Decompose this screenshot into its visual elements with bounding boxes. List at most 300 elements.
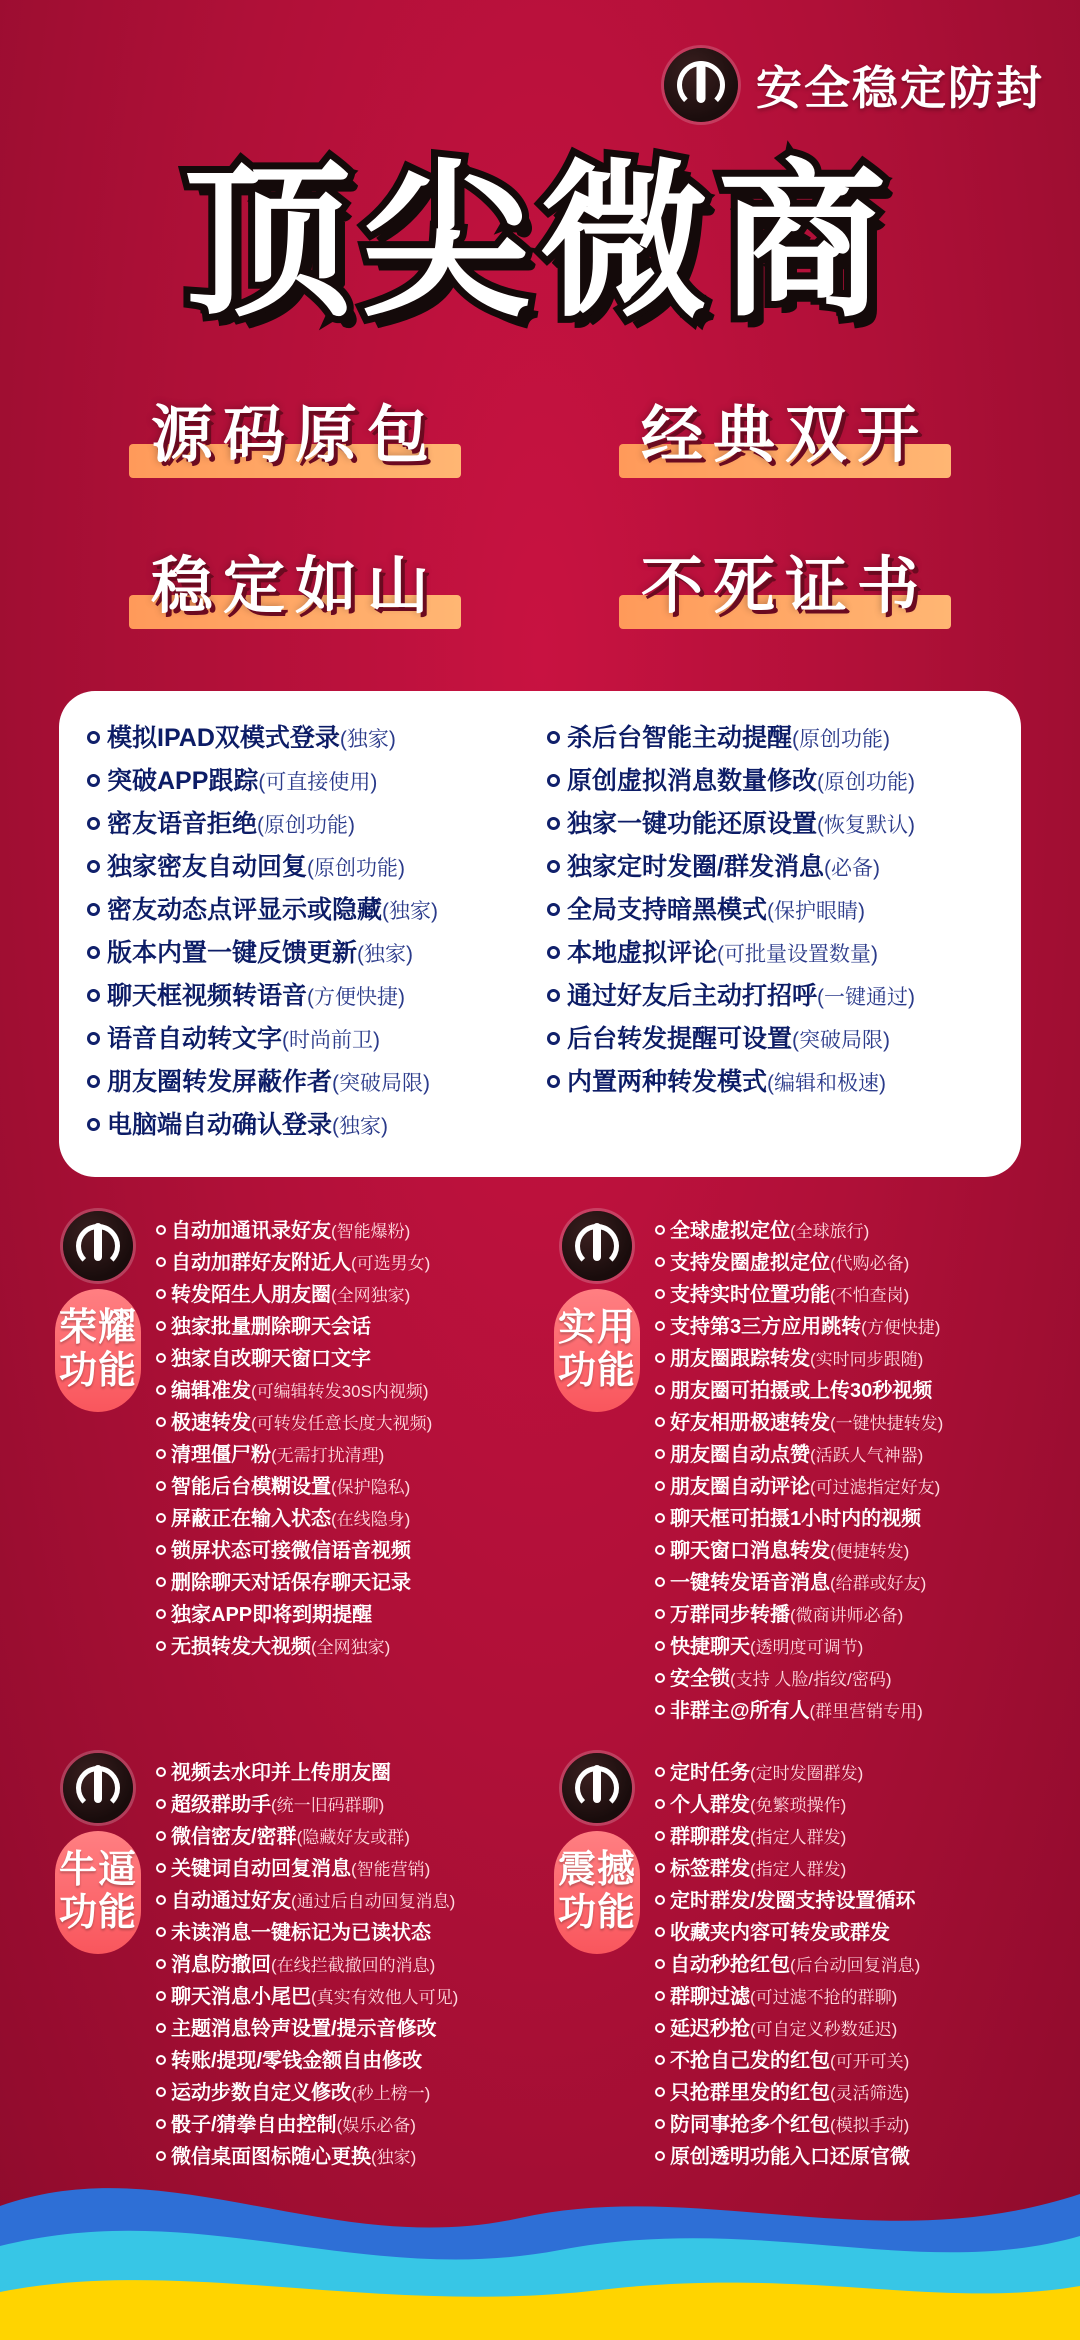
bullet-icon [156,1353,166,1363]
badge-label: 源码原包 [150,401,439,471]
list-item [655,1247,1030,1279]
list-item [547,932,993,975]
bullet-icon [547,903,560,916]
list-item-note: (免繁琐操作) [750,1796,847,1816]
list-item-label: 极速转发 [171,1412,251,1435]
list-item [547,1061,993,1104]
list-item-label: 自动加通讯录好友 [171,1220,331,1243]
category-list [655,1211,1030,1727]
list-item-label: 语音自动转文字 [107,1025,283,1054]
list-item-label: 快捷聊天 [670,1636,750,1659]
list-item [156,1599,531,1631]
list-item-note: (独家) [371,2148,417,2168]
list-item-label: 聊天窗口消息转发 [670,1540,830,1563]
list-item-label: 独家密友自动回复 [107,853,308,882]
bullet-icon [655,1895,665,1905]
list-item-note: (智能爆粉) [331,1222,411,1242]
bullet-icon [87,946,100,959]
badge-label: 稳定如山 [150,552,439,622]
bullet-icon [655,1449,665,1459]
category-label: 实用功能 [554,1289,640,1412]
list-item-label: 群聊过滤 [670,1986,750,2009]
bullet-icon [547,860,560,873]
list-item-label: 关键词自动回复消息 [171,1858,351,1881]
category-items [655,1215,1030,1727]
list-item-note: (统一旧码群聊) [271,1796,385,1816]
list-item [655,1853,1030,1885]
list-item-label: 自动加群好友附近人 [171,1252,351,1275]
list-item-label: 定时任务 [670,1762,750,1785]
list-item-label: 电脑端自动确认登录 [107,1111,333,1140]
list-item [156,1343,531,1375]
list-item [655,1215,1030,1247]
bullet-icon [156,1385,166,1395]
list-item-note: (原创功能) [257,814,356,838]
list-item-note: (在线拦截撤回的消息) [271,1956,436,1976]
list-item-label: 独家定时发圈/群发消息 [567,853,824,882]
bullet-icon [156,2087,166,2097]
bullet-icon [87,860,100,873]
list-item [156,1949,531,1981]
list-item-label: 主题消息铃声设置/提示音修改 [171,2018,437,2041]
list-item-label: 收藏夹内容可转发或群发 [670,1922,890,1945]
list-item-label: 独家一键功能还原设置 [567,810,818,839]
list-item-note: (一键快捷转发) [830,1414,944,1434]
list-item-note: (指定人群发) [750,1828,847,1848]
list-item-label: 无损转发大视频 [171,1636,311,1659]
list-item [655,1375,1030,1407]
bullet-icon [655,1799,665,1809]
list-item-label: 聊天框视频转语音 [107,982,308,1011]
bullet-icon [655,1609,665,1619]
list-item-label: 密友动态点评显示或隐藏 [107,896,383,925]
bullet-icon [655,1257,665,1267]
list-item-note: (可选男女) [351,1254,431,1274]
list-item [87,846,533,889]
list-item-label: 原创透明功能入口还原官微 [670,2146,910,2169]
list-item-note: (可自定义秒数延迟) [750,2020,898,2040]
list-item-label: 万群同步转播 [670,1604,790,1627]
list-item-label: 全局支持暗黑模式 [567,896,768,925]
list-item-label: 视频去水印并上传朋友圈 [171,1762,391,1785]
bullet-icon [156,1417,166,1427]
list-item-label: 转账/提现/零钱金额自由修改 [171,2050,423,2073]
list-item-note: (独家) [332,1115,389,1139]
page-title-wrap [0,146,1080,339]
list-item-note: (原创功能) [307,857,406,881]
badge-3 [619,530,951,635]
list-item [156,1471,531,1503]
category-left [50,1753,146,1954]
list-item-label: 群聊群发 [670,1826,750,1849]
list-item-note: (活跃人气神器) [810,1446,924,1466]
bullet-icon [655,2087,665,2097]
list-item-label: 未读消息一键标记为已读状态 [171,1922,431,1945]
list-item-note: (原创功能) [817,771,916,795]
list-item-note: (方便快捷) [307,986,406,1010]
list-item-note: (模拟手动) [830,2116,910,2136]
list-item [156,1535,531,1567]
list-item [655,1599,1030,1631]
brand-circle-icon [63,1211,133,1281]
bullet-icon [547,731,560,744]
bullet-icon [547,989,560,1002]
list-item-note: (一键通过) [817,986,916,1010]
list-item-note: (保护隐私) [331,1478,411,1498]
bullet-icon [156,1641,166,1651]
list-item-label: 支持实时位置功能 [670,1284,830,1307]
list-item-label: 删除聊天对话保存聊天记录 [171,1572,411,1595]
footer-decoration [0,2110,1080,2340]
list-item-note: (通过后自动回复消息) [291,1892,456,1912]
category-block [50,1211,531,1727]
list-item [87,760,533,803]
bullet-icon [87,1118,100,1131]
list-item [156,1439,531,1471]
feature-panel-left-list [87,717,533,1147]
list-item [655,1343,1030,1375]
list-item-label: 本地虚拟评论 [567,939,718,968]
list-item [655,1695,1030,1727]
list-item-label: 安全锁 [670,1668,730,1691]
badge-label: 不死证书 [640,552,929,622]
header [0,0,1080,122]
list-item-label: 朋友圈自动点赞 [670,1444,810,1467]
bullet-icon [156,1831,166,1841]
list-item [156,1567,531,1599]
list-item [87,975,533,1018]
list-item [655,1981,1030,2013]
list-item [655,1535,1030,1567]
category-label: 荣耀功能 [55,1289,141,1412]
list-item-label: 原创虚拟消息数量修改 [567,767,818,796]
list-item [87,803,533,846]
list-item [156,2077,531,2109]
bullet-icon [655,1545,665,1555]
list-item-note: (全球旅行) [790,1222,870,1242]
list-item-note: (编辑和极速) [767,1072,887,1096]
bullet-icon [156,1481,166,1491]
list-item-note: (原创功能) [792,728,891,752]
list-item-note: (可开可关) [830,2052,910,2072]
bullet-icon [547,774,560,787]
list-item [655,1407,1030,1439]
category-block [549,1211,1030,1727]
list-item-label: 支持第3三方应用跳转 [670,1316,862,1339]
category-left [549,1753,645,1954]
list-item [156,1757,531,1789]
list-item-note: (给群或好友) [830,1574,927,1594]
list-item-label: 自动通过好友 [171,1890,291,1913]
list-item [655,1663,1030,1695]
brand-circle-icon [63,1753,133,1823]
list-item-label: 突破APP跟踪 [107,767,259,796]
category-left [50,1211,146,1412]
category-label: 震撼功能 [554,1831,640,1954]
list-item-label: 骰子/猜拳自由控制 [171,2114,337,2137]
bullet-icon [87,903,100,916]
list-item-note: (可批量设置数量) [717,943,879,967]
bullet-icon [156,1449,166,1459]
bullet-icon [655,1577,665,1587]
list-item-label: 独家批量删除聊天会话 [171,1316,371,1339]
list-item-label: 独家自改聊天窗口文字 [171,1348,371,1371]
bullet-icon [156,1895,166,1905]
list-item-label: 微信密友/密群 [171,1826,297,1849]
list-item [547,717,993,760]
bullet-icon [655,1417,665,1427]
bullet-icon [655,1863,665,1873]
list-item-label: 杀后台智能主动提醒 [567,724,793,753]
list-item [655,1471,1030,1503]
bullet-icon [655,1831,665,1841]
bullet-icon [655,1385,665,1395]
bullet-icon [156,1513,166,1523]
list-item-label: 定时群发/发圈支持设置循环 [670,1890,916,1913]
header-tagline: 安全稳定防封 [756,62,1044,114]
list-item [655,2013,1030,2045]
list-item-label: 内置两种转发模式 [567,1068,768,1097]
list-item-label: 模拟IPAD双模式登录 [107,724,340,753]
list-item-note: (可过滤指定好友) [810,1478,941,1498]
list-item [87,717,533,760]
list-item-label: 通过好友后主动打招呼 [567,982,818,1011]
bullet-icon [156,1225,166,1235]
list-item [156,1215,531,1247]
list-item-label: 不抢自己发的红包 [670,2050,830,2073]
list-item [547,975,993,1018]
list-item-note: (方便快捷) [861,1318,941,1338]
list-item [156,1279,531,1311]
bullet-icon [655,1673,665,1683]
list-item-note: (可转发任意长度大视频) [251,1414,433,1434]
list-item-label: 延迟秒抢 [670,2018,750,2041]
list-item-note: (代购必备) [830,1254,910,1274]
bullet-icon [655,1225,665,1235]
bullet-icon [655,1641,665,1651]
bullet-icon [156,1609,166,1619]
bullet-icon [547,1032,560,1045]
list-item-label: 后台转发提醒可设置 [567,1025,793,1054]
feature-badges [70,379,1010,635]
list-item-note: (群里营销专用) [809,1702,923,1722]
list-item-note: (独家) [339,728,396,752]
list-item [547,846,993,889]
list-item-label: 微信桌面图标随心更换 [171,2146,371,2169]
list-item [87,889,533,932]
list-item [156,1631,531,1663]
bullet-icon [655,1767,665,1777]
list-item [87,1018,533,1061]
list-item [547,760,993,803]
bullet-icon [87,1075,100,1088]
list-item [655,1885,1030,1917]
bullet-icon [655,1705,665,1715]
list-item-note: (真实有效他人可见) [311,1988,459,2008]
bullet-icon [156,1545,166,1555]
bullet-icon [87,1032,100,1045]
list-item-note: (独家) [357,943,414,967]
list-item-label: 独家APP即将到期提醒 [171,1604,373,1627]
list-item-note: (可编辑转发30S内视频) [251,1382,429,1402]
page-title: 顶尖微商 [184,148,896,336]
list-item [655,1567,1030,1599]
list-item-note: (突破局限) [332,1072,431,1096]
bullet-icon [547,946,560,959]
wave-graphic [0,2110,1080,2340]
bullet-icon [655,1991,665,2001]
list-item-label: 编辑准发 [171,1380,251,1403]
category-left [549,1211,645,1412]
bullet-icon [655,1481,665,1491]
bullet-icon [156,1321,166,1331]
list-item [156,1311,531,1343]
list-item-note: (在线隐身) [331,1510,411,1530]
list-item-note: (后台动回复消息) [790,1956,921,1976]
brand-circle-icon [664,48,738,122]
badge-1 [619,379,951,484]
feature-panel [59,691,1021,1177]
list-item [156,1789,531,1821]
bullet-icon [156,2023,166,2033]
list-item [655,1311,1030,1343]
list-item-note: (可直接使用) [258,771,378,795]
bullet-icon [156,1767,166,1777]
list-item-label: 非群主@所有人 [670,1700,810,1723]
list-item-label: 密友语音拒绝 [107,810,258,839]
list-item [87,932,533,975]
list-item [547,803,993,846]
list-item-label: 防同事抢多个红包 [670,2114,830,2137]
list-item [655,1757,1030,1789]
list-item [156,1407,531,1439]
list-item-label: 全球虚拟定位 [670,1220,790,1243]
badge-label: 经典双开 [640,401,929,471]
bullet-icon [87,989,100,1002]
list-item-label: 版本内置一键反馈更新 [107,939,358,968]
list-item-note: (透明度可调节) [750,1638,864,1658]
bullet-icon [156,1863,166,1873]
list-item-label: 聊天消息小尾巴 [171,1986,311,2009]
list-item-label: 智能后台模糊设置 [171,1476,331,1499]
list-item [87,1104,533,1147]
list-item [156,2013,531,2045]
list-item-label: 超级群助手 [171,1794,271,1817]
list-item-note: (不怕查岗) [830,1286,910,1306]
list-item-note: (突破局限) [792,1029,891,1053]
list-item [655,1279,1030,1311]
list-item [655,1631,1030,1663]
list-item-note: (灵活筛选) [830,2084,910,2104]
list-item [547,889,993,932]
list-item-label: 朋友圈可拍摄或上传30秒视频 [670,1380,933,1403]
list-item-label: 朋友圈跟踪转发 [670,1348,810,1371]
bullet-icon [655,2055,665,2065]
list-item [156,1503,531,1535]
bullet-icon [87,774,100,787]
list-item [156,1375,531,1407]
list-item [156,1247,531,1279]
list-item-note: (隐藏好友或群) [296,1828,410,1848]
list-item-note: (定时发圈群发) [750,1764,864,1784]
bullet-icon [87,817,100,830]
badge-0 [129,379,461,484]
list-item-note: (秒上榜一) [351,2084,431,2104]
bullet-icon [156,1799,166,1809]
list-item [156,1917,531,1949]
list-item-label: 转发陌生人朋友圈 [171,1284,331,1307]
bullet-icon [547,817,560,830]
list-item-note: (保护眼睛) [767,900,866,924]
list-item-label: 只抢群里发的红包 [670,2082,830,2105]
badge-2 [129,530,461,635]
bullet-icon [655,1289,665,1299]
list-item-note: (可过滤不抢的群聊) [750,1988,898,2008]
list-item-label: 朋友圈自动评论 [670,1476,810,1499]
list-item [655,1503,1030,1535]
list-item-label: 好友相册极速转发 [670,1412,830,1435]
brand-circle-icon [562,1211,632,1281]
list-item [655,1917,1030,1949]
list-item-note: (娱乐必备) [336,2116,416,2136]
list-item-note: (全网独家) [311,1638,391,1658]
list-item [156,2045,531,2077]
list-item [547,1018,993,1061]
list-item-label: 聊天框可拍摄1小时内的视频 [670,1508,922,1531]
list-item-label: 一键转发语音消息 [670,1572,830,1595]
list-item [655,2077,1030,2109]
list-item-label: 自动秒抢红包 [670,1954,790,1977]
brand-circle-icon [562,1753,632,1823]
list-item-note: (恢复默认) [817,814,916,838]
list-item [156,1885,531,1917]
list-item [156,1853,531,1885]
list-item-note: (必备) [823,857,880,881]
list-item-note: (全网独家) [331,1286,411,1306]
list-item-note: (时尚前卫) [282,1029,381,1053]
category-items [156,1215,531,1663]
list-item-label: 运动步数自定义修改 [171,2082,351,2105]
list-item-label: 锁屏状态可接微信语音视频 [171,1540,411,1563]
list-item [655,1821,1030,1853]
bullet-icon [547,1075,560,1088]
category-grid [50,1211,1030,2173]
list-item [655,2045,1030,2077]
bullet-icon [156,1577,166,1587]
list-item-label: 屏蔽正在输入状态 [171,1508,331,1531]
list-item-note: (便捷转发) [830,1542,910,1562]
list-item-label: 支持发圈虚拟定位 [670,1252,830,1275]
list-item [156,1821,531,1853]
category-label: 牛逼功能 [55,1831,141,1954]
bullet-icon [156,1959,166,1969]
list-item [655,1439,1030,1471]
list-item-label: 标签群发 [670,1858,750,1881]
feature-panel-right-list [547,717,993,1147]
list-item [156,1981,531,2013]
category-list [156,1211,531,1663]
list-item-note: (无需打扰清理) [271,1446,385,1466]
bullet-icon [87,731,100,744]
bullet-icon [655,2023,665,2033]
bullet-icon [655,1927,665,1937]
list-item-note: (支持 人脸/指纹/密码) [730,1670,892,1690]
list-item-note: (智能营销) [351,1860,431,1880]
bullet-icon [655,1321,665,1331]
list-item-label: 消息防撤回 [171,1954,271,1977]
list-item-note: (指定人群发) [750,1860,847,1880]
bullet-icon [156,1289,166,1299]
